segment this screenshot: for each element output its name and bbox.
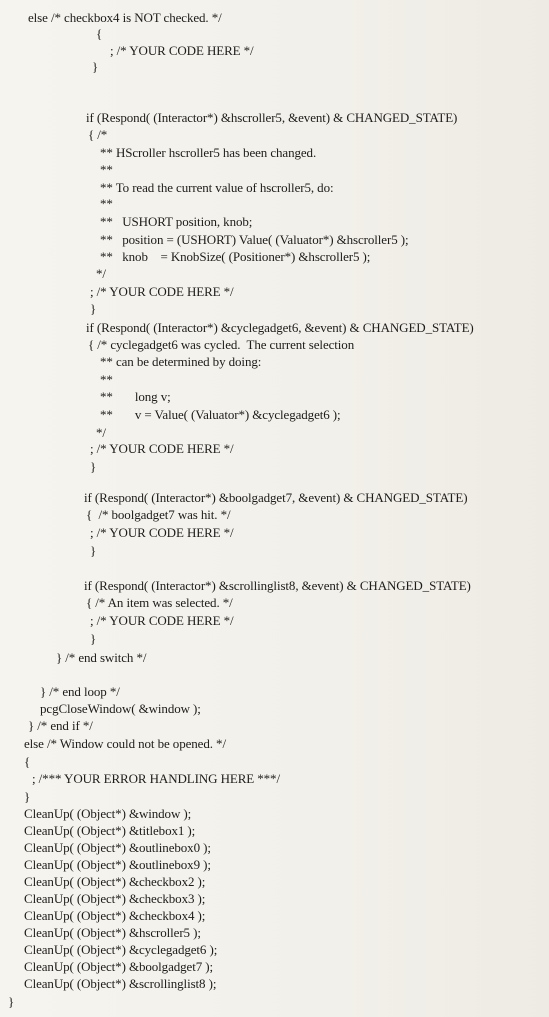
- code-line: **: [100, 196, 113, 211]
- code-line: }: [24, 789, 31, 804]
- code-line: } /* end switch */: [56, 650, 147, 665]
- code-line: ; /* YOUR CODE HERE */: [90, 525, 234, 540]
- code-line: ** HScroller hscroller5 has been changed.: [100, 145, 317, 160]
- code-line: ** knob = KnobSize( (Positioner*) &hscroller5 );: [100, 249, 371, 264]
- code-line: { /* cyclegadget6 was cycled. The current selection: [88, 337, 355, 352]
- code-line: ** v = Value( (Valuator*) &cyclegadget6 );: [100, 407, 341, 422]
- code-line: { /* An item was selected. */: [86, 595, 233, 610]
- code-line: ; /* YOUR CODE HERE */: [90, 613, 234, 628]
- code-line: if (Respond( (Interactor*) &scrollinglist8, &event) & CHANGED_STATE): [84, 578, 471, 593]
- code-line: } /* end loop */: [40, 684, 120, 699]
- code-line: CleanUp( (Object*) &hscroller5 );: [24, 925, 201, 940]
- code-line: {: [96, 26, 103, 41]
- code-line: if (Respond( (Interactor*) &cyclegadget6, &event) & CHANGED_STATE): [86, 320, 474, 335]
- code-line: */: [96, 266, 106, 281]
- code-line: CleanUp( (Object*) &titlebox1 );: [24, 823, 196, 838]
- code-line: CleanUp( (Object*) &outlinebox0 );: [24, 840, 211, 855]
- code-line: **: [100, 162, 113, 177]
- code-line: ; /* YOUR CODE HERE */: [90, 441, 234, 456]
- code-line: }: [90, 543, 97, 558]
- code-line: ; /*** YOUR ERROR HANDLING HERE ***/: [32, 771, 280, 786]
- code-line: ** long v;: [100, 389, 171, 404]
- code-line: CleanUp( (Object*) &scrollinglist8 );: [24, 976, 217, 991]
- code-line: CleanUp( (Object*) &checkbox4 );: [24, 908, 206, 923]
- code-line: }: [90, 631, 97, 646]
- code-line: */: [96, 425, 106, 440]
- code-line: **: [100, 372, 113, 387]
- code-line: else /* checkbox4 is NOT checked. */: [28, 10, 222, 25]
- code-line: } /* end if */: [28, 718, 93, 733]
- code-line: ** can be determined by doing:: [100, 354, 262, 369]
- code-line: ; /* YOUR CODE HERE */: [90, 284, 234, 299]
- code-line: CleanUp( (Object*) &window );: [24, 806, 192, 821]
- code-line: ** position = (USHORT) Value( (Valuator*) &hscroller5 );: [100, 232, 409, 247]
- code-line: ; /* YOUR CODE HERE */: [110, 43, 254, 58]
- code-line: CleanUp( (Object*) &checkbox3 );: [24, 891, 206, 906]
- code-line: }: [90, 459, 97, 474]
- code-line: CleanUp( (Object*) &outlinebox9 );: [24, 857, 211, 872]
- code-line: }: [90, 301, 97, 316]
- code-line: if (Respond( (Interactor*) &boolgadget7, &event) & CHANGED_STATE): [84, 490, 468, 505]
- code-line: pcgCloseWindow( &window );: [40, 701, 201, 716]
- code-line: ** USHORT position, knob;: [100, 214, 253, 229]
- code-line: else /* Window could not be opened. */: [24, 736, 226, 751]
- code-line: CleanUp( (Object*) &checkbox2 );: [24, 874, 206, 889]
- code-line: }: [8, 994, 15, 1009]
- code-line: CleanUp( (Object*) &boolgadget7 );: [24, 959, 214, 974]
- code-line: {: [24, 754, 31, 769]
- code-line: { /* boolgadget7 was hit. */: [86, 507, 231, 522]
- code-line: ** To read the current value of hscroller5, do:: [100, 180, 334, 195]
- code-line: CleanUp( (Object*) &cyclegadget6 );: [24, 942, 218, 957]
- code-line: { /*: [88, 127, 108, 142]
- code-line: }: [92, 59, 99, 74]
- code-line: if (Respond( (Interactor*) &hscroller5, &event) & CHANGED_STATE): [86, 110, 458, 125]
